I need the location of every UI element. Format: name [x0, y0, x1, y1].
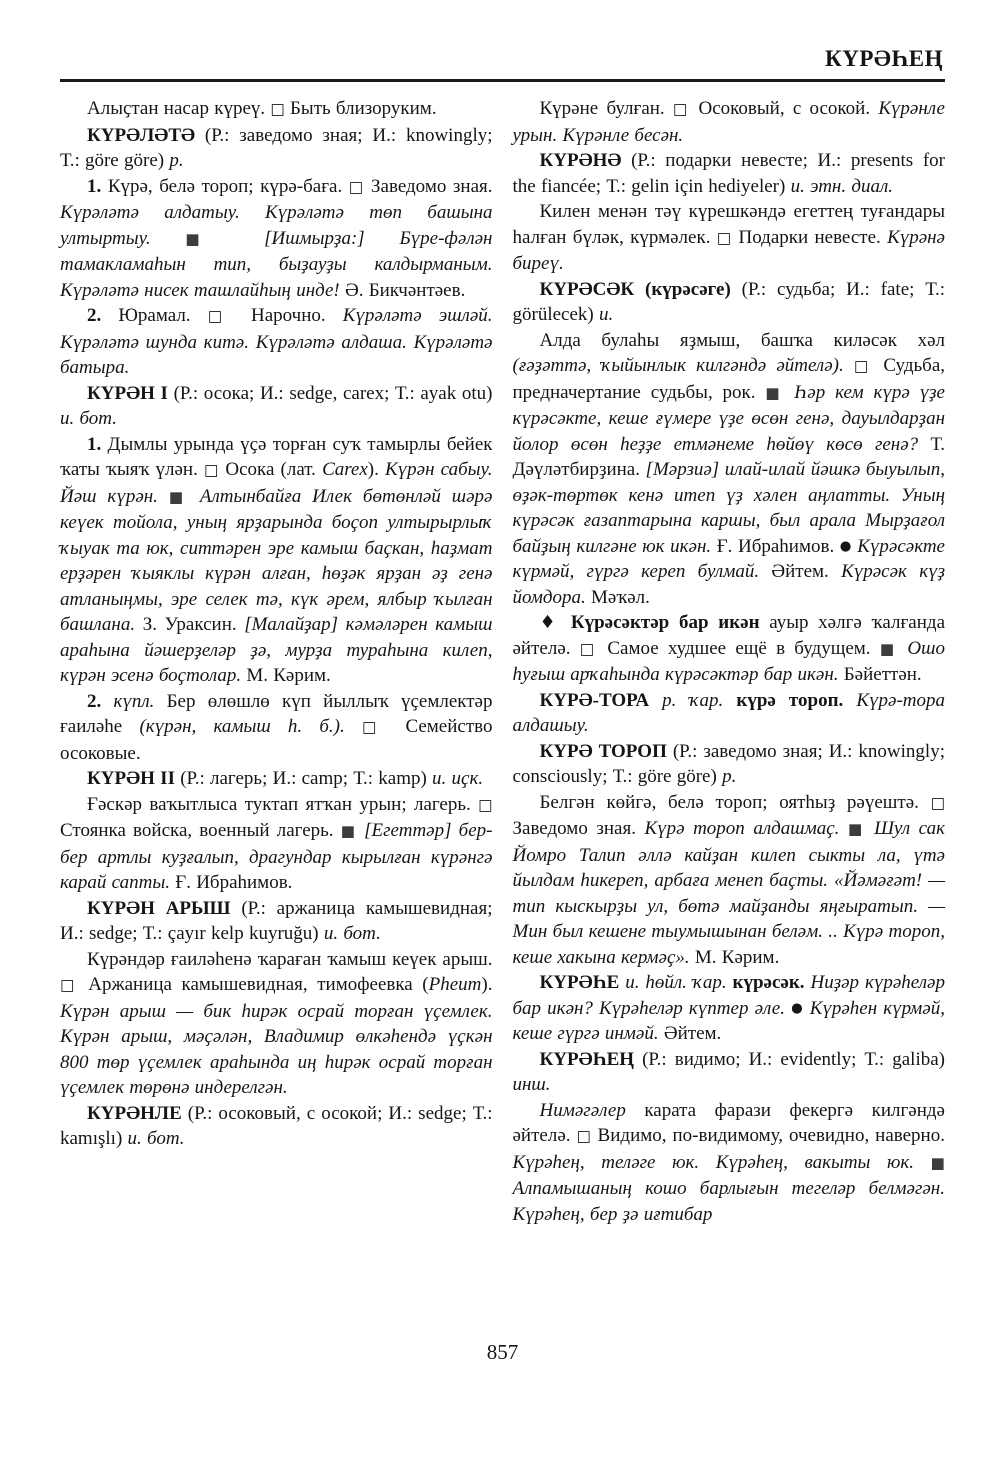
definition-square-icon: □ — [716, 228, 733, 247]
text-segment: Күрәләтә алдатыу. Күрәләтә төп башына ултыртыу. — [60, 202, 493, 249]
definition-square-icon: □ — [203, 461, 220, 480]
definition-square-icon: □ — [348, 177, 365, 196]
text-segment: Осока (лат. — [219, 459, 323, 481]
idiom-diamond-icon: ♦ — [539, 612, 571, 634]
quotation-square-icon: ■ — [340, 822, 357, 841]
text-segment: Күрәләтә эшләй. Күрәләтә шунда китә. Күрәләтә алдаша. Күрәләтә батыра. — [60, 305, 493, 379]
text-segment: Күрә-тора алдашыу. — [512, 689, 945, 737]
kuralata-sense-2 — [60, 303, 493, 381]
text-segment: Күрә, белә тороп; күрә-баға. — [107, 175, 349, 197]
text-segment: Әйтем. — [663, 1023, 722, 1045]
header-rule — [60, 79, 945, 82]
definition-square-icon: □ — [60, 976, 79, 995]
text-segment: КҮРӘНЛЕ — [87, 1102, 188, 1124]
text-segment: Судьба, предначертание судьбы, рок. — [512, 355, 945, 403]
text-segment: Carex — [322, 459, 368, 481]
text-segment: Юрамал. — [118, 305, 208, 327]
text-segment: и. һөйл. ҡар. — [625, 972, 733, 994]
text-segment: Әйтем. — [771, 561, 842, 583]
text-segment: Ғ. Ибраһимов. — [175, 872, 293, 894]
text-segment: Күрән арыш — бик һирәк осрай торған үҫемлек. Күрән арыш, мәҫәлән, Владимир өлкәһендә үҫкән 800 төр үҫемлек араһында иң һирәк осрай торған үҫемлек төрөнә индерелгән. — [60, 1000, 493, 1099]
text-segment: р. — [722, 766, 737, 788]
saying-bullet-icon: ● — [791, 1000, 804, 1016]
definition-square-icon: □ — [207, 307, 234, 326]
text-segment: (Р.: подарки невесте; И.: presents for the fiancée; Т.: gelin için hediyeler) — [512, 150, 945, 197]
quotation-square-icon: ■ — [879, 639, 899, 658]
text-segment: 2. — [87, 690, 114, 712]
text-segment: Күрәсәкте күрмәй, гүргә кереп булмай. — [512, 535, 945, 583]
definition-square-icon: □ — [576, 1127, 592, 1146]
text-segment: Күрән сабыу. Йәш күрән. — [60, 459, 493, 507]
text-segment: Ниҙәр күрәһеләр бар икән? Күрәһеләр күптер әле. — [512, 972, 945, 1019]
text-segment: (Р.: лагерь; И.: camp; Т.: kamp) — [180, 768, 433, 790]
text-segment: Алда булаһы яҙмыш, башҡа киләсәк хәл — [539, 329, 945, 351]
text-segment: күрә тороп. — [736, 689, 857, 711]
kura-torop-def — [513, 790, 946, 971]
right-column — [513, 96, 946, 1227]
definition-square-icon: □ — [478, 795, 493, 814]
text-segment: КҮРӘЛӘТӘ — [87, 124, 205, 146]
text-segment: Заведомо зная. — [512, 818, 645, 840]
text-segment: Подарки невесте. — [732, 226, 888, 248]
text-segment: Алыҫтан насар күреү. — [87, 98, 271, 120]
text-segment: КҮРӘН АРЫШ — [87, 897, 242, 919]
text-segment: КҮРӘҺЕҢ — [539, 1048, 643, 1070]
quotation-square-icon: ■ — [168, 487, 189, 506]
text-segment: ауыр хәлгә ҡалғанда әйтелә. — [512, 612, 946, 659]
entry-kuraheng — [513, 1047, 946, 1098]
text-segment: Килен менән тәү күрешкәндә егеттең туғандары һалған бүләк, күрмәлек. — [512, 201, 945, 248]
definition-square-icon: □ — [672, 100, 691, 119]
text-segment: (Р.: осока; И.: sedge, carex; Т.: ayak otu) — [173, 382, 493, 404]
text-segment: Алтынбайға Илек бөтөнләй шәрә кеүек тойола, уның ярҙарында боҫоп ултырырлыҡ ҡыуак та юк, ситтәрен эре камыш баҫкан, һаҙмат ерҙәрен ҡыяклы күрән алған, һөҙәк ярҙан әҙ генә атланыңмы, эре селек тә, күк әрем, ялбыр ҡылған башлана. — [60, 485, 493, 636]
text-segment: Күрә тороп алдашмаҫ. — [644, 818, 848, 840]
text-segment: 1. — [87, 433, 108, 455]
text-segment: КҮРӘСӘК (күрәсәге) — [539, 278, 742, 300]
text-segment: күрәсәк. — [732, 972, 811, 994]
entry-kurana — [513, 148, 946, 199]
text-segment: Бер өлөшлө күп йыллыҡ үҫемлектәр ғаиләһе — [60, 690, 493, 738]
text-segment: инш. — [512, 1074, 551, 1096]
saying-bullet-icon: ● — [839, 538, 852, 554]
text-segment: Стоянка войска, военный лагерь. — [60, 820, 341, 842]
text-segment: Ғәскәр ваҡытлыса туктап ятҡан урын; лагерь. — [87, 793, 479, 815]
quotation-square-icon: ■ — [847, 820, 866, 839]
text-segment: Ә. Бикчәнтәев. — [345, 279, 466, 301]
text-segment: (Р.: судьба; И.: fate; Т.: görülecek) — [512, 278, 945, 326]
text-segment: (Р.: заведомо зная; И.: knowingly; consciously; Т.: göre göre) — [512, 740, 945, 788]
kurasak-idiom — [513, 610, 946, 688]
text-segment: КҮРӘН II — [87, 768, 181, 790]
kuran-ii-def — [60, 792, 493, 896]
text-segment: р. — [169, 150, 184, 172]
para-alystan — [60, 96, 493, 123]
text-segment: 2. — [87, 305, 119, 327]
text-segment: Күрәнле урын. Күрәнле бесән. — [512, 98, 945, 146]
entry-kuran-ii — [60, 766, 493, 792]
text-segment: М. Кәрим. — [246, 665, 331, 687]
text-segment: КҮРӘҺЕ — [539, 972, 626, 994]
text-segment: Мәҡәл. — [591, 586, 650, 608]
definition-square-icon: □ — [579, 639, 599, 658]
text-segment: Күрәне булған. — [539, 98, 673, 120]
entry-kurasak — [513, 277, 946, 328]
entry-kuran-i — [60, 381, 493, 432]
text-segment: Аржаница камышевидная, тимофеевка ( — [78, 974, 429, 996]
running-head: КҮРӘҺЕҢ — [825, 46, 943, 71]
text-segment: и. иҫк. — [432, 768, 484, 790]
text-segment: и. бот. — [127, 1128, 185, 1150]
text-segment: (Р.: видимо; И.: evidently; Т.: galiba) — [642, 1048, 945, 1070]
text-segment: (ғәҙәттә, ҡыйынлык килгәндә әйтелә). — [512, 355, 854, 377]
text-segment: М. Кәрим. — [694, 946, 780, 968]
kuralata-sense-1 — [60, 174, 493, 304]
text-segment: КҮРӘН I — [87, 382, 174, 404]
entry-kuran-arysh — [60, 896, 493, 947]
kuran-i-sense-1 — [60, 432, 493, 689]
text-segment: Видимо, по-видимому, очевидно, наверно. — [591, 1125, 945, 1147]
text-segment: Быть близоруким. — [284, 98, 437, 120]
text-segment: Күрәһең, теләге юк. Күрәһең, вакыты юк. — [512, 1151, 931, 1173]
text-segment: (Р.: аржаница камышевидная; И.: sedge; Т.: çayır kelp kuyruğu) — [60, 897, 493, 945]
text-segment: [Ишмырҙа:] Бүре-фәлән тамакламаһын тип, быҙауҙы калдырманым. Күрәләтә нисек ташлайһың инде! — [60, 227, 493, 301]
text-segment: Һәр кем күрә үҙе күрәсәкте, кеше ғүмере үҙе өсөн генә, дауылдарҙан йолор өсөн һеҙҙе етмәнеме һөйөү көсө генә? — [512, 381, 945, 455]
text-segment: ). — [367, 459, 386, 481]
text-segment: Нимәгәлер — [539, 1099, 645, 1121]
text-segment: Заведомо зная. — [364, 175, 493, 197]
definition-square-icon: □ — [930, 793, 945, 812]
text-segment: Ошо һуғыш арҡаһында күрәсәктәр бар икән. — [512, 637, 945, 686]
page-number: 857 — [486, 1340, 519, 1364]
text-segment: Осоковый, с осокой. — [690, 98, 879, 120]
text-segment: Семейство осоковые. — [60, 716, 493, 764]
text-segment: Pheum — [428, 974, 482, 996]
text-segment: (Р.: заведомо зная; И.: knowingly; Т.: göre göre) — [60, 124, 493, 172]
kuraheng-def — [513, 1098, 946, 1228]
kuran-arysh-def — [60, 947, 493, 1101]
text-segment: Белгән көйгә, белә тороп; оятһыҙ рәүештә. — [539, 791, 931, 813]
text-segment: р. ҡар. — [662, 689, 737, 711]
text-segment: Дымлы урында үҫә торған суҡ тамырлы бейек ҡаты ҡыяҡ үлән. — [60, 433, 493, 481]
text-segment: [Мәрзиә] илай-илай йәшкә быуылып, өҙәк-төртөк кенә итеп үҙ хәлен аңлатты. Уның күрәсәк ғазаптарына каршы, был арала Мырҙағол байҙың килгәне юк икән. — [512, 459, 945, 557]
text-segment: Самое худшее ещё в будущем. — [598, 637, 880, 659]
entry-kuralata — [60, 123, 493, 174]
entry-kurahe — [513, 970, 946, 1047]
text-segment: Нарочно. — [233, 305, 343, 327]
quotation-square-icon: ■ — [185, 229, 230, 248]
text-segment: (күрән, камыш һ. б.). — [139, 716, 362, 738]
text-segment: Шул сак Йомро Талип әллә кайҙан килеп сыкты ла, үтә йылдам һикереп, арбаға менеп баҫты. «Йәмәғәт! — тип кыскырҙы ул, бөтә майҙанды яңғыратып. — Мин был кешене тыумышынан беләм. .. Күрә тороп, кеше хакына кермәҫ». — [512, 818, 946, 968]
text-segment: Ғ. Ибраһимов. — [716, 535, 840, 557]
text-segment: Күрәсәктәр бар икән — [570, 612, 770, 634]
text-segment: карата фарази фекергә килгәндә әйтелә. — [512, 1099, 945, 1147]
left-column — [60, 96, 493, 1227]
definition-square-icon: □ — [270, 100, 285, 119]
entry-kura-torop — [513, 739, 946, 790]
text-segment: [Егеттәр] бер-бер артлы куҙғалып, драгундар кырылған күрәнгә карай сапты. — [60, 820, 493, 894]
text-segment: күпл. — [113, 690, 167, 712]
text-segment: Күрәһен күрмәй, кеше гүргә инмәй. — [512, 997, 945, 1045]
kuran-i-sense-2 — [60, 689, 493, 767]
text-segment: [Малайҙар] кәмәләрен камыш араһына йәшерҙеләр ҙә, мурҙа тураһына килеп, күрән эсенә боҫтолар. — [60, 614, 493, 687]
text-segment: и. бот. — [323, 923, 381, 945]
definition-square-icon: □ — [853, 357, 874, 376]
entry-kuranle — [60, 1101, 493, 1152]
text-segment: З. Ураксин. — [142, 614, 245, 636]
text-segment: Күрәндәр ғаиләһенә ҡараған ҡамыш кеүек арыш. — [87, 948, 493, 970]
text-segment: КҮРӘ-ТОРА — [539, 689, 663, 711]
kurasak-def — [513, 328, 946, 611]
text-columns — [60, 96, 945, 1227]
kuranle-def — [513, 96, 946, 148]
quotation-square-icon: ■ — [765, 383, 785, 402]
text-segment: Алпамышаның кошо барлығын тегеләр белмәгән. Күрәһең, бер ҙә иғтибар — [512, 1178, 945, 1225]
quotation-square-icon: ■ — [930, 1153, 945, 1172]
text-segment: Т. Дәүләтбирҙина. — [512, 433, 945, 481]
text-segment: и. этн. диал. — [790, 175, 893, 197]
text-segment: и. — [598, 304, 614, 326]
text-segment: ). — [481, 974, 493, 996]
definition-square-icon: □ — [361, 718, 389, 737]
entry-kura-tora — [513, 688, 946, 739]
text-segment: КҮРӘ ТОРОП — [539, 740, 673, 762]
text-segment: 1. — [87, 175, 108, 197]
kurana-def — [513, 199, 946, 277]
text-segment: Күрәсәк күҙ йомдора. — [512, 561, 945, 608]
text-segment: (Р.: осоковый, с осокой; И.: sedge; Т.: kamışlı) — [60, 1102, 493, 1150]
text-segment: Бәйеттән. — [843, 664, 922, 686]
text-segment: Күрәнә биреү. — [512, 226, 945, 275]
text-segment: и. бот. — [60, 408, 118, 430]
text-segment: КҮРӘНӘ — [539, 150, 632, 172]
